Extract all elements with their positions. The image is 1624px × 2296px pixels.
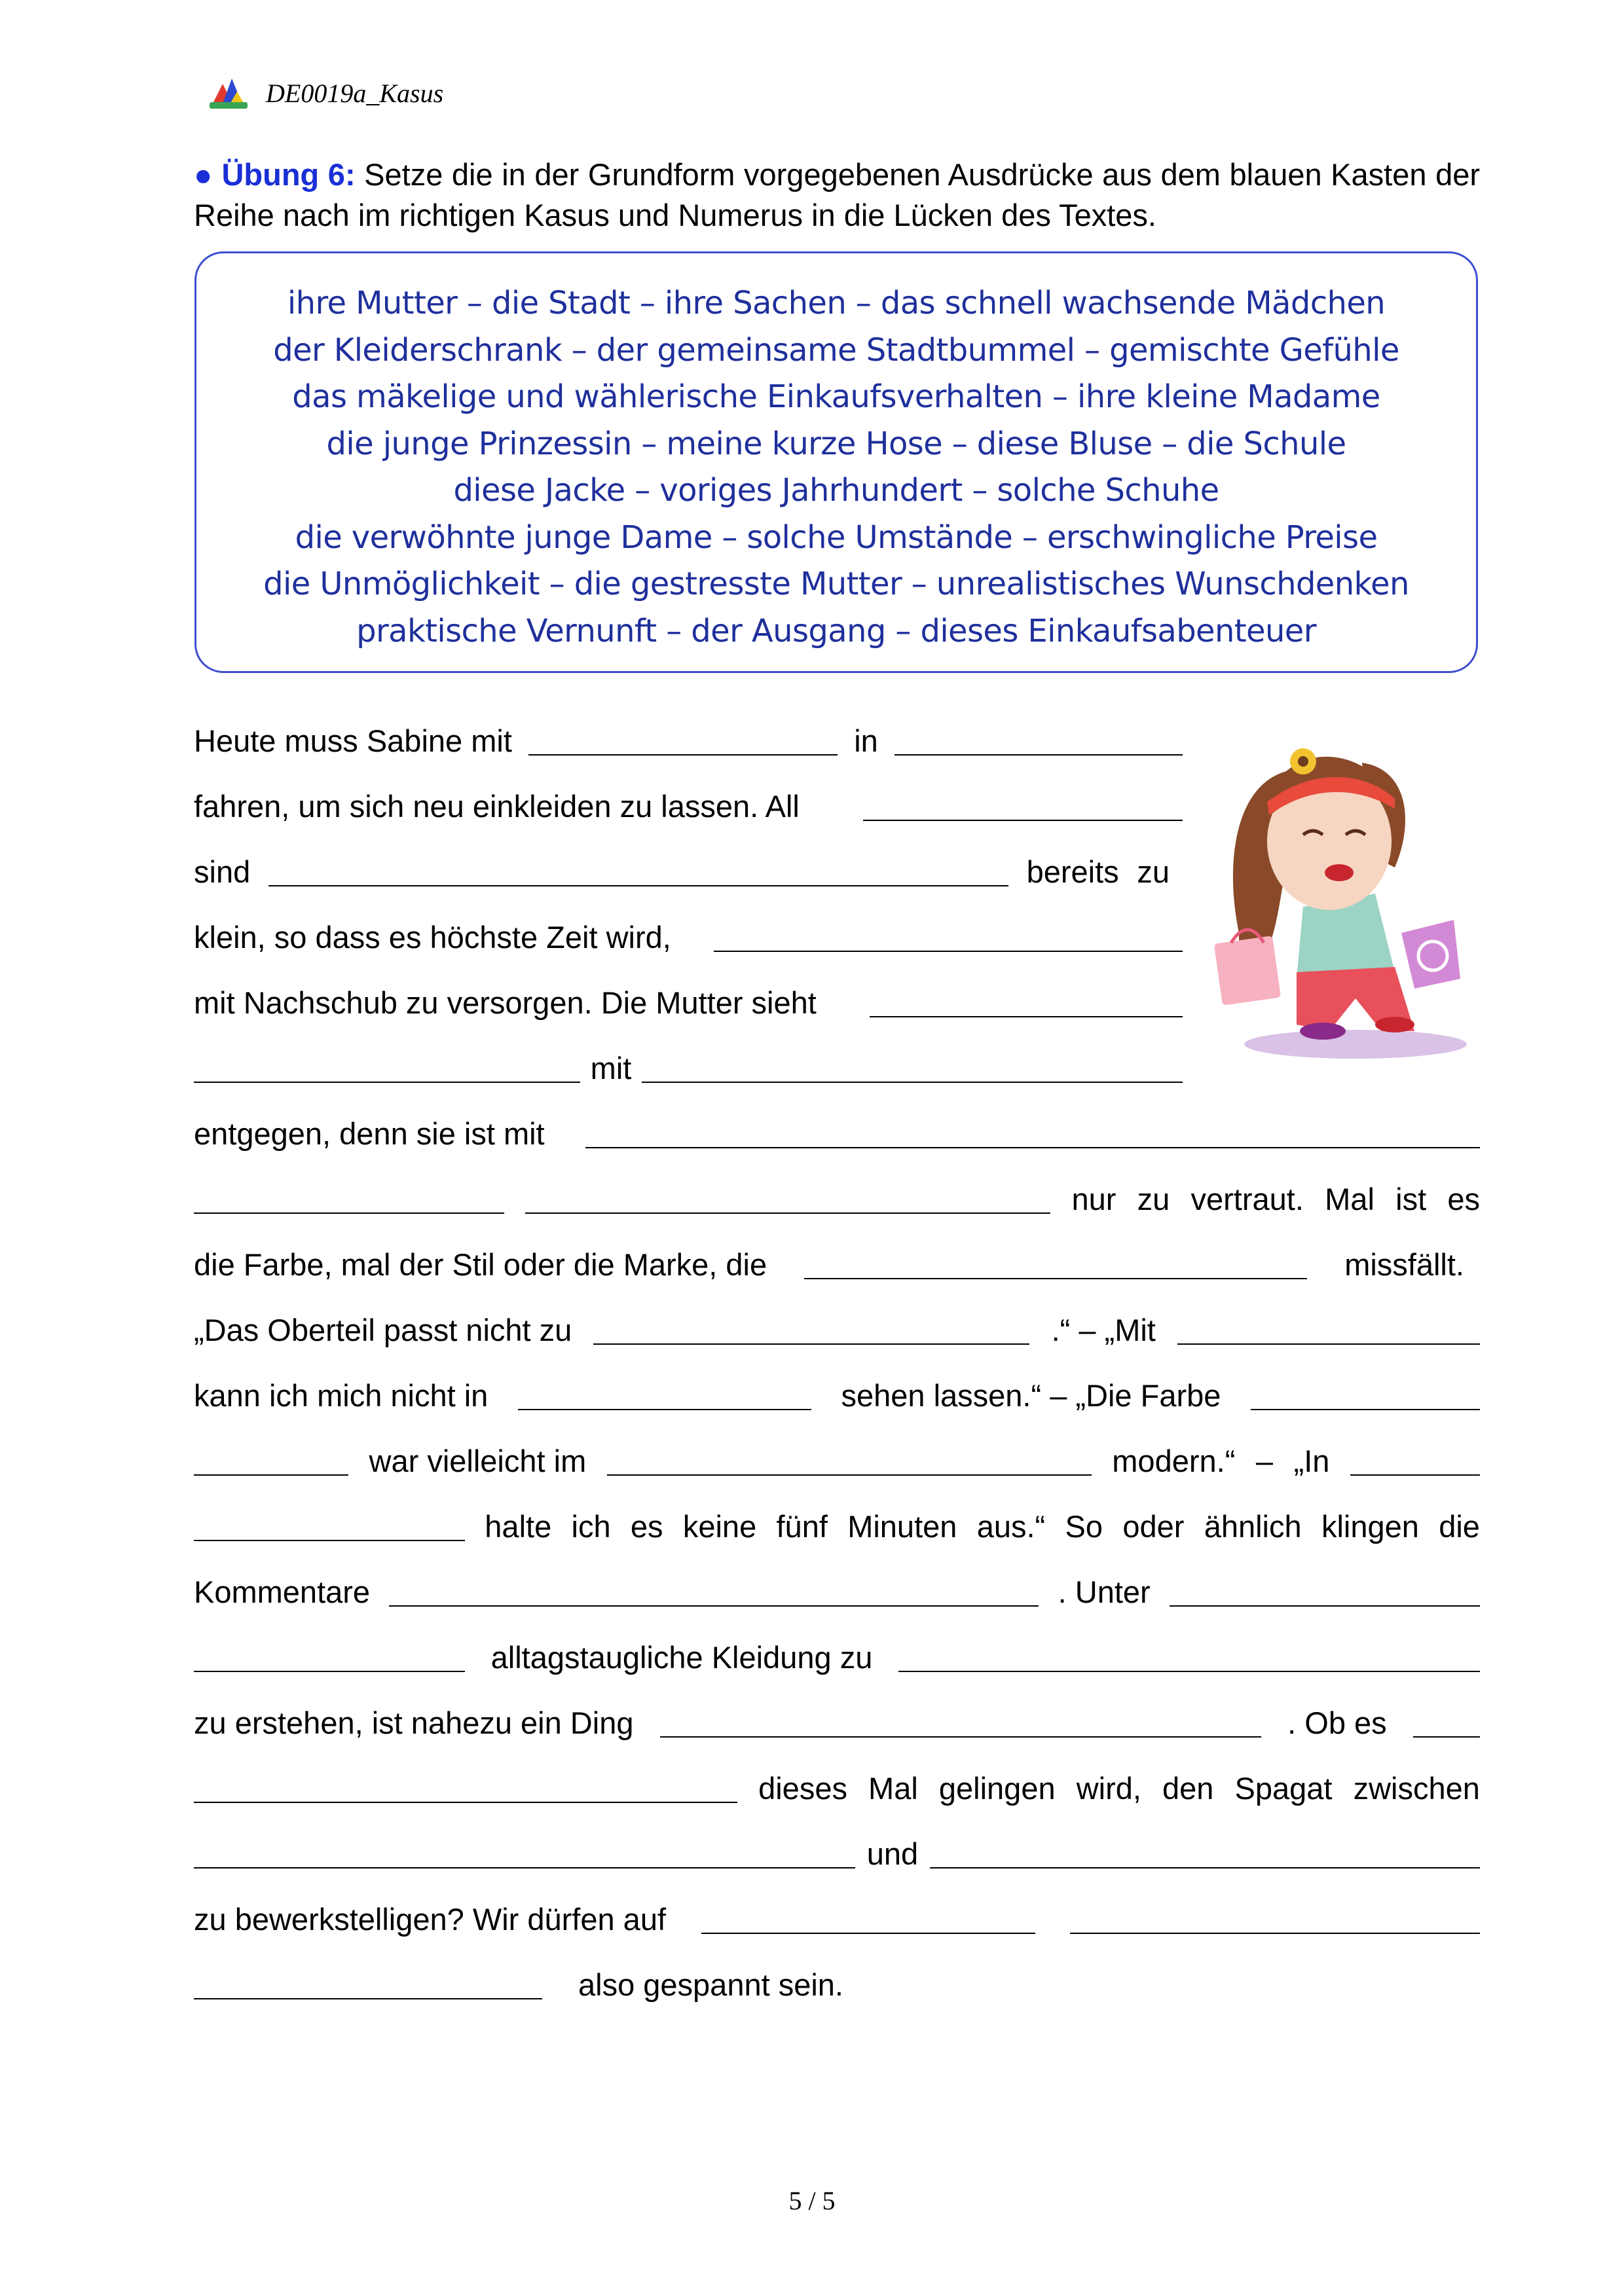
text-line [194, 1900, 1480, 1939]
answer-gap[interactable] [895, 723, 1183, 756]
text-segment: in [854, 723, 878, 758]
text-segment: keine [682, 1509, 757, 1544]
exercise-text: Setze die in der Grundform vorgegebenen Ausdrücke aus dem blauen Kasten der Reihe nach im richtigen Kasus und Numerus in die Lücken des Textes. [194, 157, 1480, 232]
answer-gap[interactable] [1070, 1902, 1480, 1934]
text-segment: die [1439, 1509, 1480, 1544]
text-segment: es [1447, 1182, 1480, 1216]
text-segment: „Das Oberteil passt nicht zu [194, 1313, 572, 1347]
text-segment: modern.“ [1112, 1444, 1236, 1478]
answer-gap[interactable] [1251, 1378, 1480, 1410]
exercise-label: Übung 6: [221, 157, 356, 192]
text-segment: klein, so dass es höchste Zeit wird, [194, 920, 671, 955]
text-segment: Heute muss Sabine mit [194, 723, 512, 758]
word-box-line: praktische Vernunft – der Ausgang – dieses Einkaufsabenteuer [356, 612, 1316, 649]
answer-gap[interactable] [1177, 1313, 1480, 1345]
text-segment: sehen lassen.“ – „Die Farbe [841, 1378, 1221, 1413]
text-line [194, 1704, 1480, 1743]
text-line [194, 1769, 1480, 1808]
answer-gap[interactable] [194, 1967, 542, 1999]
page-number: 5 / 5 [788, 2186, 836, 2215]
text-segment: Mal [1325, 1182, 1375, 1216]
text-segment: fahren, um sich neu einkleiden zu lassen. All [194, 789, 800, 824]
text-segment: entgegen, denn sie ist mit [194, 1116, 545, 1151]
text-segment: den [1162, 1771, 1214, 1806]
text-segment: Kommentare [194, 1575, 371, 1609]
text-segment: fünf [776, 1509, 828, 1544]
exercise-bullet: ● [194, 157, 213, 192]
text-line [194, 1311, 1480, 1350]
text-segment: wird, [1076, 1771, 1141, 1806]
answer-gap[interactable] [194, 1444, 348, 1476]
text-segment: ich [571, 1509, 611, 1544]
exercise-instruction [194, 155, 1480, 236]
text-line [194, 983, 1183, 1023]
answer-gap[interactable] [870, 985, 1183, 1017]
publisher-logo-icon [208, 75, 249, 111]
text-segment: Spagat [1234, 1771, 1333, 1806]
text-line [194, 1114, 1480, 1154]
text-segment: also gespannt sein. [578, 1967, 843, 2002]
answer-gap[interactable] [898, 1640, 1480, 1672]
answer-gap[interactable] [804, 1247, 1307, 1279]
word-box [194, 251, 1478, 673]
text-segment: mit Nachschub zu versorgen. Die Mutter sieht [194, 985, 817, 1020]
answer-gap[interactable] [268, 854, 1008, 886]
shopping-girl-illustration [1198, 723, 1486, 1064]
text-line [194, 1245, 1464, 1285]
text-segment: aus.“ [976, 1509, 1046, 1544]
answer-gap[interactable] [194, 1182, 504, 1214]
text-segment: alltagstaugliche Kleidung zu [490, 1640, 873, 1675]
answer-gap[interactable] [389, 1575, 1039, 1607]
word-box-line: die Unmöglichkeit – die gestresste Mutter – unrealistisches Wunschdenken [263, 566, 1409, 602]
text-segment: vertraut. [1190, 1182, 1304, 1216]
text-segment: . Ob es [1287, 1705, 1387, 1740]
text-segment: dieses [758, 1771, 847, 1806]
text-segment: zwischen [1353, 1771, 1480, 1806]
answer-gap[interactable] [528, 723, 838, 756]
text-segment: zu erstehen, ist nahezu ein Ding [194, 1705, 634, 1740]
text-line [194, 1573, 1480, 1612]
text-segment: ist [1395, 1182, 1427, 1216]
answer-gap[interactable] [701, 1902, 1035, 1934]
text-segment: halte [485, 1509, 552, 1544]
text-segment: kann ich mich nicht in [194, 1378, 489, 1413]
word-box-line: der Kleiderschrank – der gemeinsame Stadtbummel – gemischte Gefühle [273, 331, 1399, 369]
answer-gap[interactable] [1170, 1575, 1480, 1607]
answer-gap[interactable] [585, 1116, 1480, 1148]
text-segment: nur [1071, 1182, 1116, 1216]
answer-gap[interactable] [194, 1771, 737, 1803]
answer-gap[interactable] [1350, 1444, 1480, 1476]
text-segment: bereits [1026, 854, 1119, 889]
text-segment: klingen [1321, 1509, 1419, 1544]
word-box-line: das mäkelige und wählerische Einkaufsverhalten – ihre kleine Madame [292, 378, 1380, 415]
answer-gap[interactable] [1413, 1705, 1480, 1738]
answer-gap[interactable] [642, 1051, 1183, 1083]
page-header [208, 73, 443, 113]
text-segment: zu bewerkstelligen? Wir dürfen auf [194, 1902, 667, 1937]
text-line [194, 1507, 1480, 1546]
text-segment: Mal [868, 1771, 918, 1806]
word-box-line: ihre Mutter – die Stadt – ihre Sachen – das schnell wachsende Mädchen [287, 285, 1386, 321]
answer-gap[interactable] [518, 1378, 811, 1410]
text-segment: . Unter [1058, 1575, 1151, 1609]
answer-gap[interactable] [194, 1836, 855, 1868]
text-line [194, 1180, 1480, 1219]
text-line [194, 1638, 1480, 1677]
text-line [194, 721, 1183, 761]
text-segment: missfällt. [1344, 1247, 1464, 1282]
text-line [194, 1376, 1480, 1415]
word-box-line: die junge Prinzessin – meine kurze Hose – diese Bluse – die Schule [326, 425, 1346, 462]
answer-gap[interactable] [194, 1051, 580, 1083]
text-line [194, 918, 1183, 957]
text-segment: sind [194, 854, 251, 889]
text-segment: war vielleicht im [369, 1444, 587, 1478]
text-segment: ähnlich [1204, 1509, 1302, 1544]
text-line [194, 852, 1170, 892]
text-segment: zu [1137, 854, 1170, 889]
answer-gap[interactable] [607, 1444, 1092, 1476]
answer-gap[interactable] [593, 1313, 1029, 1345]
text-line [194, 1834, 1480, 1874]
text-line [194, 1049, 1183, 1088]
answer-gap[interactable] [863, 789, 1183, 821]
text-segment: mit [590, 1051, 632, 1085]
text-line [194, 1442, 1480, 1481]
document-title: DE0019a_Kasus [266, 78, 444, 108]
answer-gap[interactable] [930, 1836, 1480, 1868]
word-box-line: die verwöhnte junge Dame – solche Umstände – erschwingliche Preise [295, 519, 1378, 556]
text-segment: gelingen [938, 1771, 1056, 1806]
text-segment: So [1065, 1509, 1103, 1544]
text-segment: „In [1293, 1444, 1330, 1478]
text-segment: zu [1137, 1182, 1170, 1216]
text-segment: Minuten [847, 1509, 957, 1544]
answer-gap[interactable] [194, 1509, 465, 1541]
answer-gap[interactable] [525, 1182, 1050, 1214]
answer-gap[interactable] [714, 920, 1183, 952]
text-segment: und [866, 1836, 919, 1871]
text-line [194, 787, 1183, 826]
answer-gap[interactable] [194, 1640, 465, 1672]
word-box-line: diese Jacke – voriges Jahrhundert – solche Schuhe [453, 472, 1219, 509]
answer-gap[interactable] [660, 1705, 1261, 1738]
text-segment: oder [1122, 1509, 1185, 1544]
text-segment: es [630, 1509, 663, 1544]
text-segment: die Farbe, mal der Stil oder die Marke, die [194, 1247, 767, 1282]
text-line [194, 1965, 843, 2005]
text-segment: .“ – „Mit [1051, 1313, 1156, 1347]
text-segment: – [1255, 1444, 1274, 1478]
